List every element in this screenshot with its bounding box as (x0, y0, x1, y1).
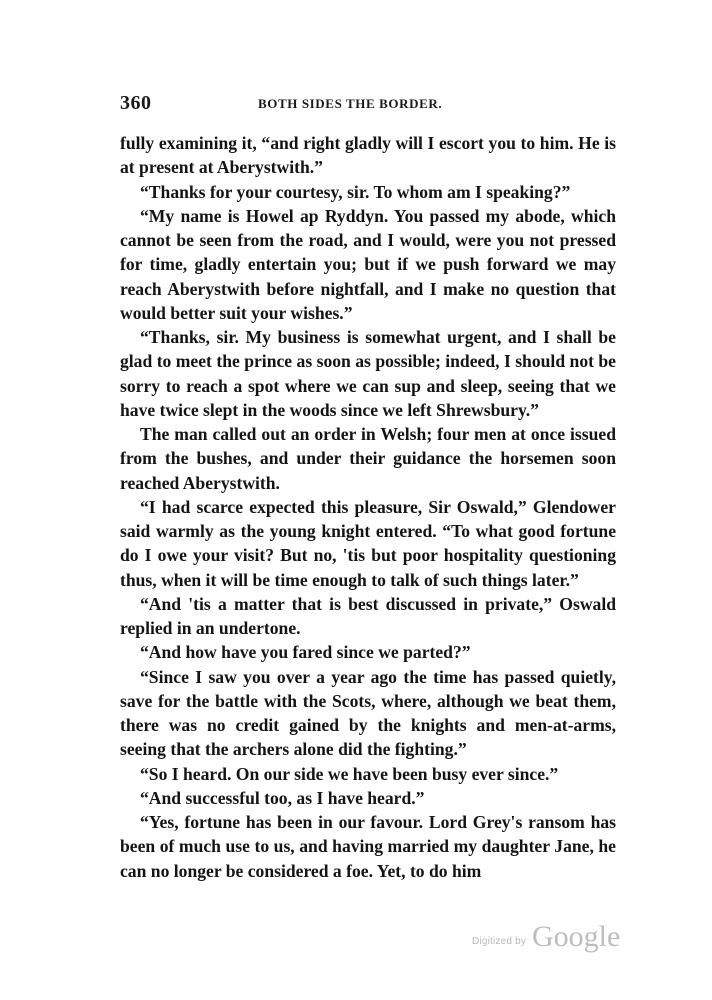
paragraph: “Since I saw you over a year ago the time has passed quietly, save for the battle with the Scots, where, although we beat them, there was no credit gained by the knights and men-at-arms, seeing that the archers alone did the fighting.” (120, 666, 616, 760)
body-text (120, 131, 616, 883)
running-head: BOTH SIDES THE BORDER. (258, 96, 443, 111)
watermark-prefix: Digitized by (472, 936, 527, 947)
paragraph: “And successful too, as I have heard.” (140, 787, 425, 808)
page-header (120, 92, 616, 118)
paragraph: “I had scarce expected this pleasure, Sir Oswald,” Glendower said warmly as the young knight entered. “To what good fortune do I owe your visit? But no, 'tis but poor hospitality questioning thus, when it will be time enough to talk of such things later.” (120, 496, 616, 590)
paragraph: “And how have you fared since we parted?” (140, 642, 471, 663)
paragraph: “Thanks, sir. My business is somewhat urgent, and I shall be glad to meet the prince as soon as possible; indeed, I should not be sorry to reach a spot where we can sup and sleep, seeing that we have twice slept in the woods since we left Shrewsbury.” (120, 327, 616, 420)
paragraph: The man called out an order in Welsh; four men at once issued from the bushes, and under their guidance the horsemen soon reached Aberystwith. (120, 424, 616, 493)
paragraph: “So I heard. On our side we have been busy ever since.” (140, 763, 559, 784)
google-logo: Google (532, 920, 621, 953)
paragraph: “Yes, fortune has been in our favour. Lord Grey's ransom has been of much use to us, and having married my daughter Jane, he can no longer be considered a foe. Yet, to do him (120, 812, 616, 881)
digitization-watermark (472, 920, 622, 956)
paragraph: “My name is Howel ap Ryddyn. You passed my abode, which cannot be seen from the road, and I would, were you not pressed for time, gladly entertain you; but if we push forward we may reach Aberystwith before nightfall, and I make no question that would better suit your wishes.” (120, 205, 616, 323)
paragraph: “Thanks for your courtesy, sir. To whom am I speaking?” (140, 181, 571, 202)
paragraph: “And 'tis a matter that is best discussed in private,” Oswald replied in an undertone. (120, 593, 616, 638)
page-number: 360 (120, 92, 152, 114)
paragraph: fully examining it, “and right gladly will I escort you to him. He is at present at Aberystwith.” (120, 133, 616, 178)
